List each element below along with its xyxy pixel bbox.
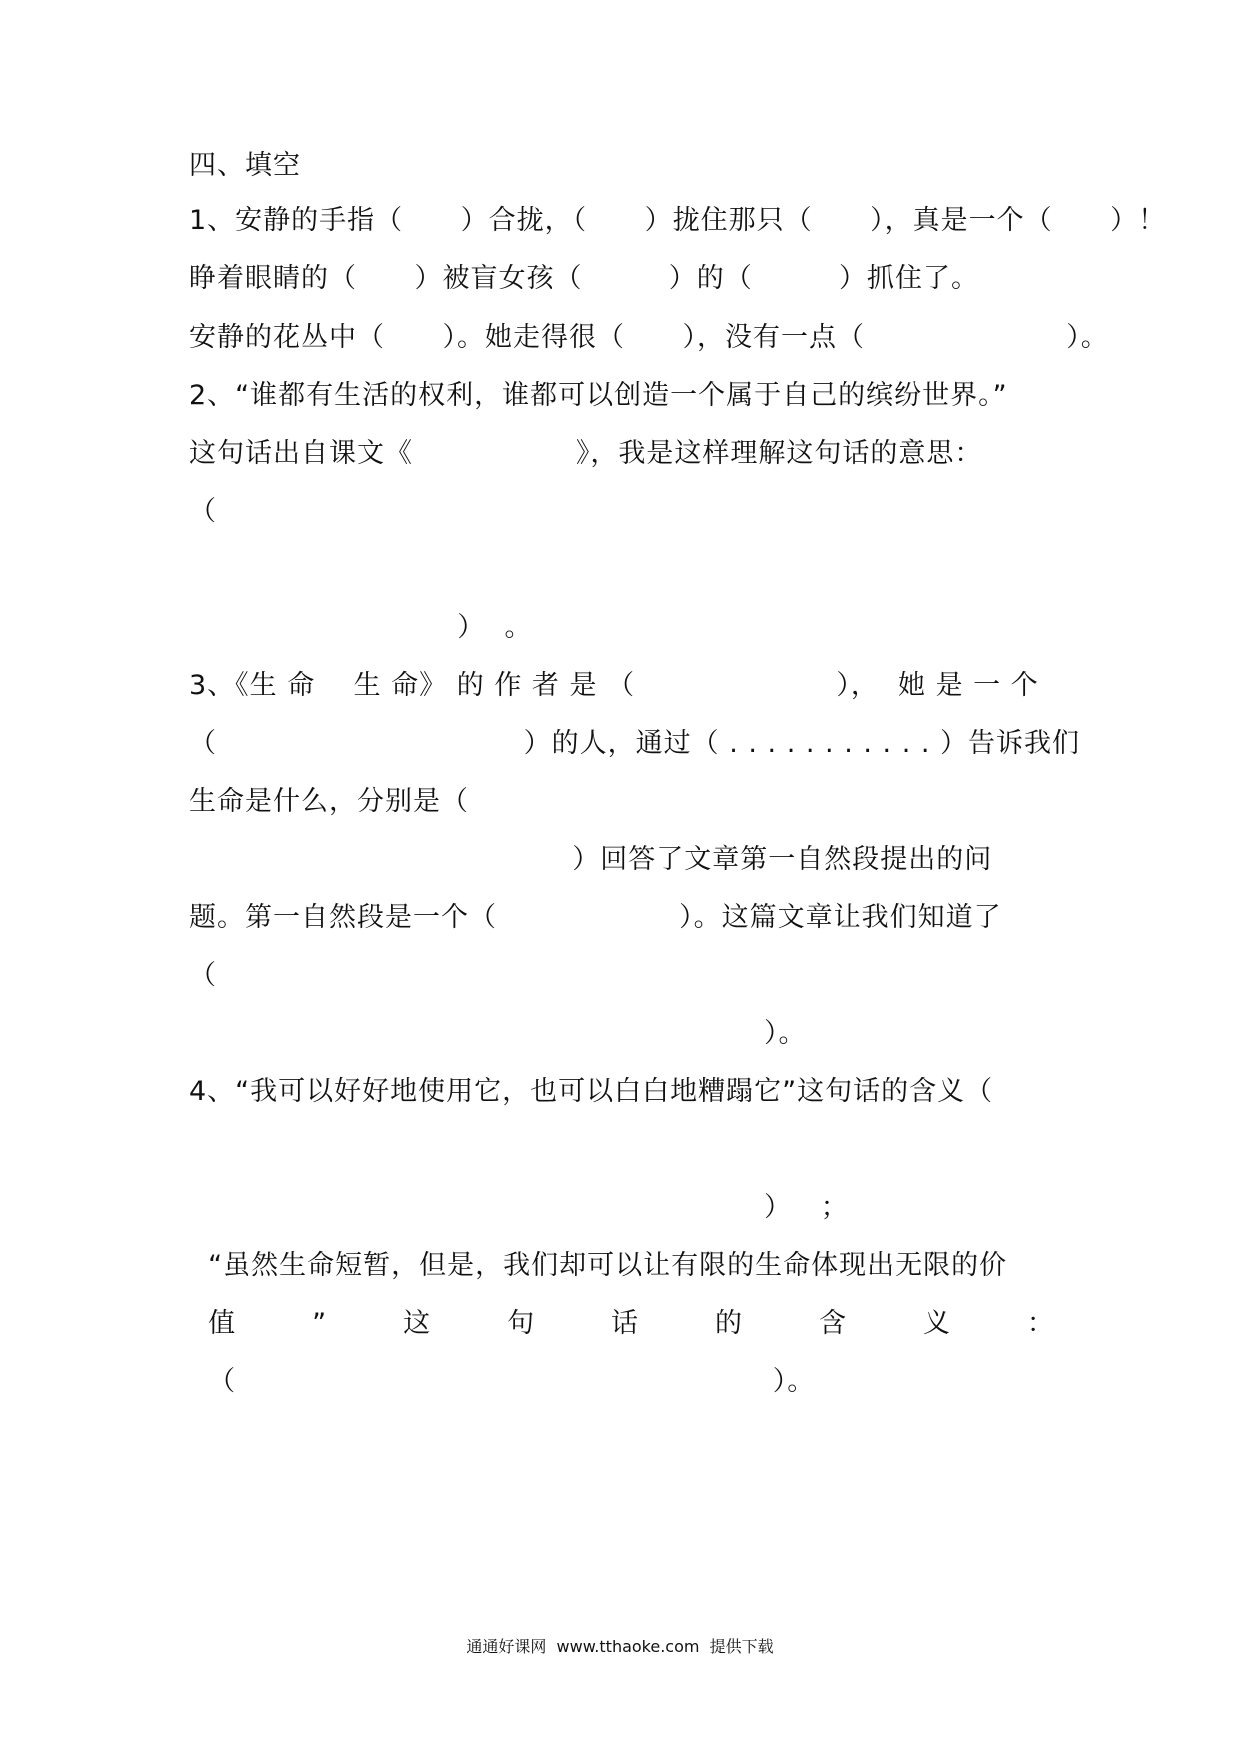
q3-open-paren: （ — [189, 960, 217, 991]
q3-line-2: （ ）的人，通过（ . . . . . . . . . . . ）告诉我们 — [189, 728, 1081, 759]
q2-open-paren: （ — [189, 496, 217, 527]
q4-token: 的 — [715, 1308, 744, 1339]
q2-line-1: 2、“谁都有生活的权利，谁都可以创造一个属于自己的缤纷世界。” — [189, 380, 1008, 411]
q1-line-2: 睁着眼睛的（ ）被盲女孩（ ）的（ ）抓住了。 — [189, 263, 979, 294]
q3-line-3: 生命是什么，分别是（ — [189, 786, 469, 817]
q3-line-4: ）回答了文章第一自然段提出的问 — [189, 844, 993, 875]
q4-line-1: 4、“我可以好好地使用它，也可以白白地糟蹋它”这句话的含义（ — [189, 1076, 994, 1107]
q4-token: ： — [1026, 1308, 1055, 1339]
q2-close-paren: ） 。 — [189, 612, 533, 643]
q3-close-paren: ）。 — [189, 1018, 807, 1049]
q4-token: 含 — [818, 1308, 847, 1339]
q4-token: 值 — [189, 1308, 237, 1339]
q4-token: 这 — [403, 1308, 432, 1339]
q4-token: ” — [312, 1308, 328, 1339]
footer-text: 通通好课网 www.tthaoke.com 提供下载 — [466, 1637, 774, 1656]
q4-close-paren: ） ； — [189, 1192, 849, 1223]
q4-token: 句 — [507, 1308, 536, 1339]
q3-line-5: 题。第一自然段是一个（ ）。这篇文章让我们知道了 — [189, 902, 1002, 933]
q2-line-2: 这句话出自课文《 》，我是这样理解这句话的意思： — [189, 438, 983, 469]
q4-line-3-justified — [189, 1304, 1055, 1344]
q4-line-2: “虽然生命短暂，但是，我们却可以让有限的生命体现出无限的价 — [189, 1250, 1008, 1281]
section-title: 四、填空 — [189, 150, 301, 181]
q1-line-1: 1、安静的手指（ ）合拢，（ ）拢住那只（ ），真是一个（ ）！ — [189, 205, 1167, 236]
q4-token: 话 — [611, 1308, 640, 1339]
q1-line-3: 安静的花丛中（ ）。她走得很（ ），没有一点（ ）。 — [189, 322, 1109, 353]
q4-line-4: （ ）。 — [189, 1366, 816, 1397]
q3-line-1: 3、《生 命 生 命》 的 作 者 是 （ ）， 她 是 一 个 — [189, 670, 1039, 701]
q4-token: 义 — [922, 1308, 951, 1339]
